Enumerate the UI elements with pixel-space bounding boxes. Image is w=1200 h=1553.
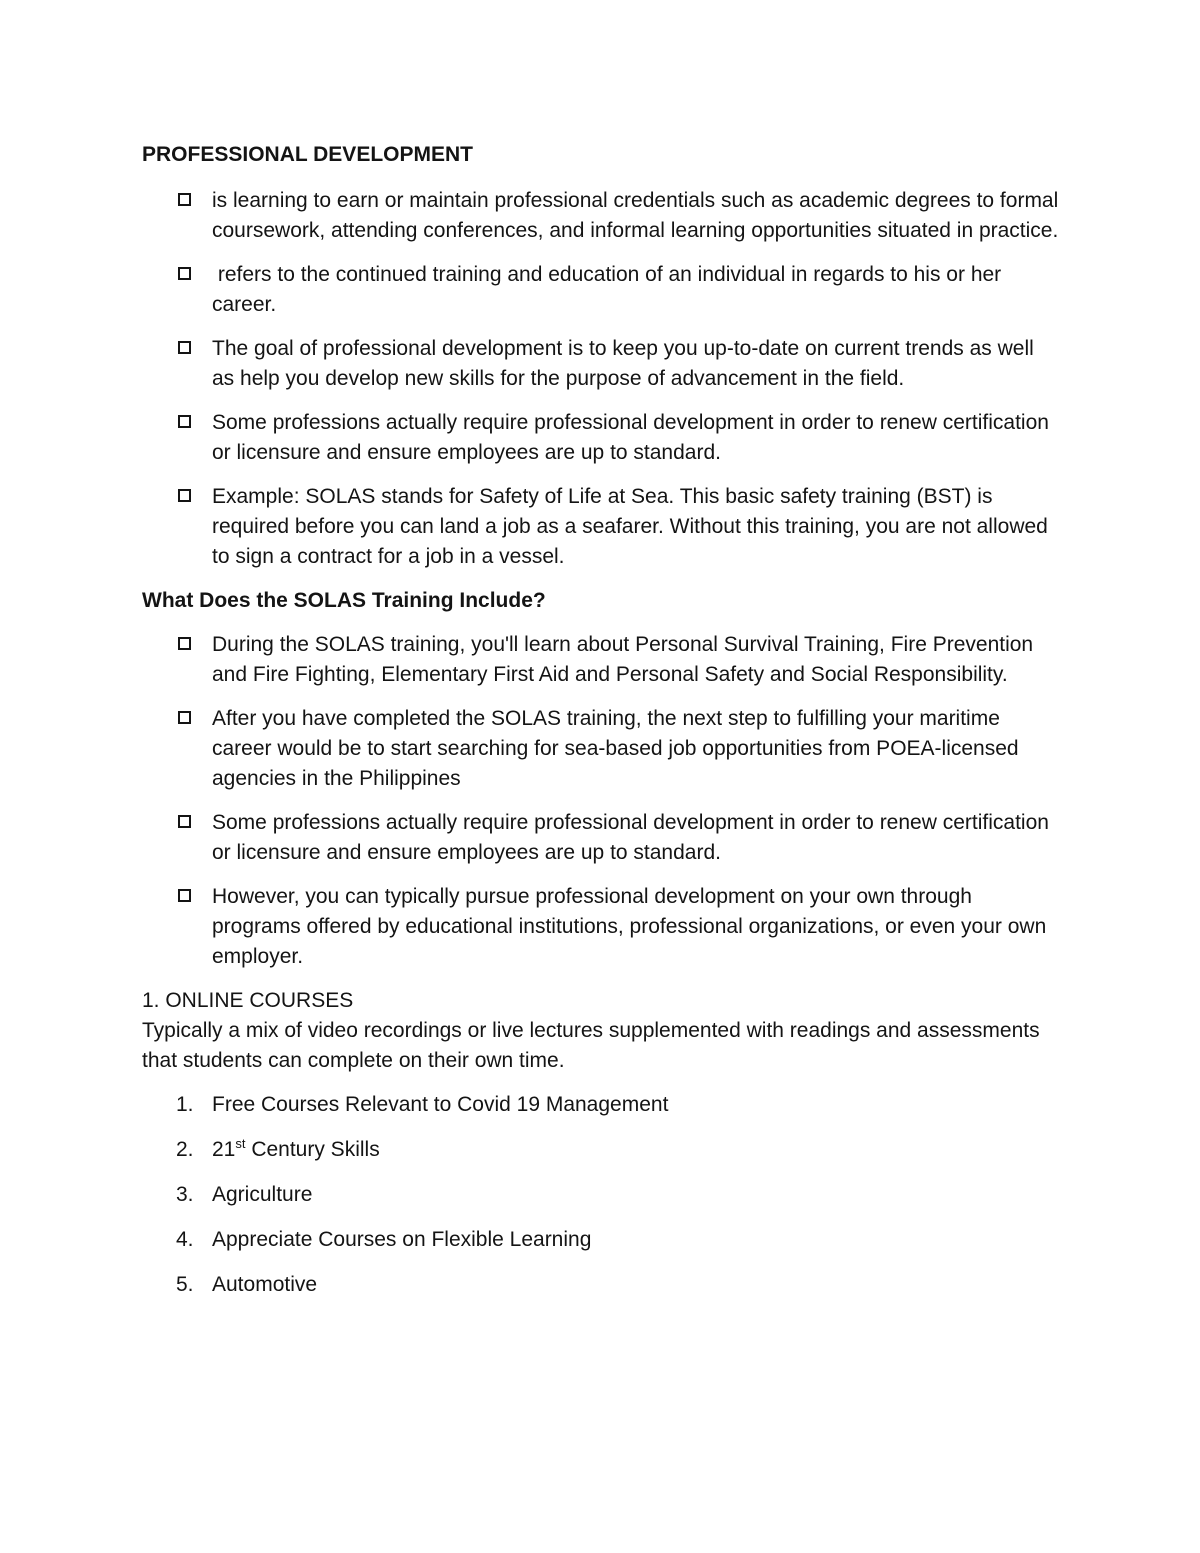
list-item-text: However, you can typically pursue professional development on your own through programs offered by educational institutions, professional organizations, or even your own employer. [212, 885, 1047, 968]
online-courses-description: Typically a mix of video recordings or live lectures supplemented with readings and assessments that students can complete on their own time. [142, 1019, 1040, 1072]
checkbox-bullet-icon [178, 711, 191, 724]
checkbox-bullet-icon [178, 889, 191, 902]
list-item-text: Free Courses Relevant to Covid 19 Management [212, 1093, 669, 1116]
list-item-text: refers to the continued training and education of an individual in regards to his or her career. [212, 263, 1008, 316]
list-item-text: After you have completed the SOLAS training, the next step to fulfilling your maritime career would be to start searching for sea-based job opportunities from POEA-licensed agencies in the Philippines [212, 707, 1019, 790]
list-item [142, 482, 1060, 572]
list-item [142, 882, 1060, 972]
list-item [142, 1090, 1060, 1120]
list-item [142, 1225, 1060, 1255]
list-item-text-rest: Century Skills [245, 1138, 380, 1161]
section-heading: What Does the SOLAS Training Include? [142, 589, 546, 612]
list-item-text: is learning to earn or maintain professional credentials such as academic degrees to formal coursework, attending conferences, and informal learning opportunities situated in practice. [212, 189, 1059, 242]
page-title: PROFESSIONAL DEVELOPMENT [142, 143, 473, 166]
list-number: 2. [176, 1138, 194, 1161]
list-item-text: Agriculture [212, 1183, 313, 1206]
list-item [142, 808, 1060, 868]
list-number: 5. [176, 1273, 194, 1296]
list-item-text: Some professions actually require professional development in order to renew certification or licensure and ensure employees are up to standard. [212, 411, 1049, 464]
list-item [142, 260, 1060, 320]
list-item-text: 21 [212, 1138, 236, 1161]
list-item [142, 408, 1060, 468]
list-item [142, 1135, 1060, 1165]
list-number: 3. [176, 1183, 194, 1206]
list-number: 4. [176, 1228, 194, 1251]
list-item [142, 630, 1060, 690]
checkbox-bullet-icon [178, 193, 191, 206]
checkbox-bullet-icon [178, 637, 191, 650]
checkbox-bullet-icon [178, 815, 191, 828]
checkbox-bullet-icon [178, 341, 191, 354]
online-courses-heading: 1. ONLINE COURSES [142, 989, 354, 1012]
courses-list [142, 1090, 1060, 1300]
list-item [142, 334, 1060, 394]
list-item [142, 186, 1060, 246]
list-item-text: The goal of professional development is to keep you up-to-date on current trends as well as help you develop new skills for the purpose of advancement in the field. [212, 337, 1034, 390]
list-item-text: Automotive [212, 1273, 318, 1296]
solas-bullet-list [142, 630, 1060, 972]
list-item [142, 1270, 1060, 1300]
list-item-text: Some professions actually require professional development in order to renew certification or licensure and ensure employees are up to standard. [212, 811, 1049, 864]
list-number: 1. [176, 1093, 194, 1116]
checkbox-bullet-icon [178, 489, 191, 502]
list-item [142, 1180, 1060, 1210]
checkbox-bullet-icon [178, 415, 191, 428]
list-item-text: Appreciate Courses on Flexible Learning [212, 1228, 592, 1251]
list-item-text: Example: SOLAS stands for Safety of Life at Sea. This basic safety training (BST) is required before you can land a job as a seafarer. Without this training, you are not allowed to sign a contract for a job in a vessel. [212, 485, 1048, 568]
intro-bullet-list [142, 186, 1060, 572]
list-item [142, 704, 1060, 794]
list-item-text: During the SOLAS training, you'll learn about Personal Survival Training, Fire Prevention and Fire Fighting, Elementary First Aid and Personal Safety and Social Responsibility. [212, 633, 1034, 686]
checkbox-bullet-icon [178, 267, 191, 280]
ordinal-suffix: st [235, 1136, 246, 1151]
